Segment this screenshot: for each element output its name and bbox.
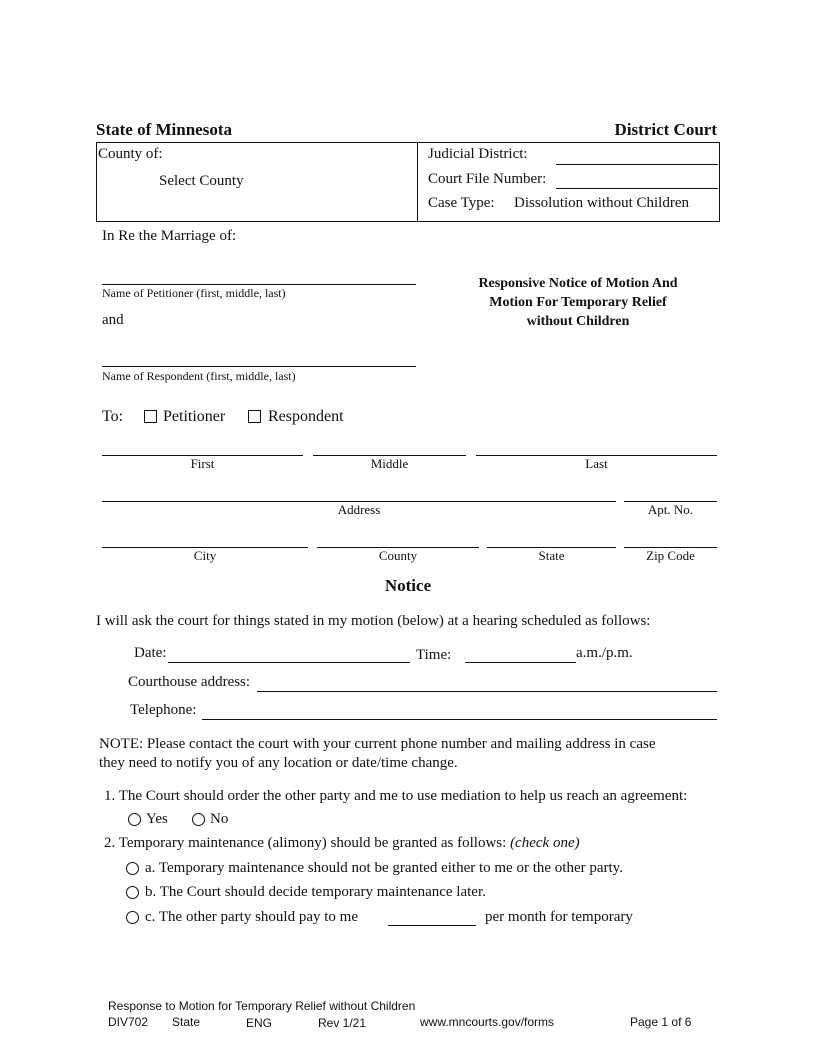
case-type-value: Dissolution without Children xyxy=(514,195,690,211)
and-label: and xyxy=(102,312,124,328)
item-2-text xyxy=(104,835,580,852)
respondent-option-label: Respondent xyxy=(268,408,344,425)
courthouse-field[interactable] xyxy=(257,691,717,692)
form-title-line-2: Motion For Temporary Relief xyxy=(489,295,667,310)
ampm-label: a.m./p.m. xyxy=(576,645,633,661)
address-caption: Address xyxy=(337,502,381,517)
footer-page-total: 6 xyxy=(684,1015,692,1029)
to-label: To: xyxy=(102,408,124,425)
petitioner-checkbox[interactable] xyxy=(144,410,157,423)
apt-caption: Apt. No. xyxy=(647,502,694,517)
maintenance-a-label: a. Temporary maintenance should not be granted either to me or the other party. xyxy=(145,860,623,876)
time-field[interactable] xyxy=(465,662,576,663)
notice-intro: I will ask the court for things stated in my motion (below) at a hearing scheduled as follows: xyxy=(96,613,651,629)
respondent-caption: Name of Respondent (first, middle, last) xyxy=(102,369,296,383)
footer-language: ENG xyxy=(246,1016,273,1030)
state-heading: State of Minnesota xyxy=(96,120,232,139)
form-title-line-1: Responsive Notice of Motion And xyxy=(478,276,678,291)
judicial-district-field[interactable] xyxy=(556,164,718,165)
in-re-label: In Re the Marriage of: xyxy=(102,228,237,244)
notice-heading: Notice xyxy=(384,576,432,595)
county-cell xyxy=(97,143,418,222)
date-field[interactable] xyxy=(168,662,410,663)
footer-state: State xyxy=(172,1015,201,1029)
respondent-name-field[interactable] xyxy=(102,366,416,367)
item-1-text: 1. The Court should order the other party and me to use mediation to help us reach an agreement: xyxy=(104,788,688,804)
county-caption: County xyxy=(378,548,418,563)
mediation-no-radio[interactable] xyxy=(192,813,205,826)
footer-page-number: 1 xyxy=(661,1015,669,1029)
judicial-district-label: Judicial District: xyxy=(428,146,528,162)
maintenance-c-suffix: per month for temporary xyxy=(485,909,633,925)
middle-caption: Middle xyxy=(370,456,409,471)
time-label: Time: xyxy=(416,647,452,663)
footer-form-number: DIV702 xyxy=(108,1015,149,1029)
case-type-label: Case Type: xyxy=(428,195,495,211)
state-caption: State xyxy=(538,548,565,563)
first-caption: First xyxy=(190,456,215,471)
respondent-checkbox[interactable] xyxy=(248,410,261,423)
form-title xyxy=(436,274,720,331)
mediation-no-label: No xyxy=(210,811,229,827)
courthouse-label: Courthouse address: xyxy=(128,674,251,690)
petitioner-caption: Name of Petitioner (first, middle, last) xyxy=(102,286,286,300)
item-2-label: 2. Temporary maintenance (alimony) should be granted as follows: xyxy=(104,835,507,851)
court-file-field[interactable] xyxy=(556,188,718,189)
case-info-cell xyxy=(418,143,720,222)
item-2-hint: (check one) xyxy=(510,835,580,851)
telephone-label: Telephone: xyxy=(130,702,197,718)
petitioner-name-field[interactable] xyxy=(102,284,416,285)
last-caption: Last xyxy=(585,456,608,471)
footer-page-prefix: Page xyxy=(630,1015,659,1029)
footer-page-indicator xyxy=(630,1015,691,1029)
footer-url[interactable]: www.mncourts.gov/forms xyxy=(420,1015,555,1029)
zip-caption: Zip Code xyxy=(646,548,695,563)
petitioner-option-label: Petitioner xyxy=(163,408,226,425)
city-caption: City xyxy=(193,548,217,563)
maintenance-b-radio[interactable] xyxy=(126,886,139,899)
maintenance-c-radio[interactable] xyxy=(126,911,139,924)
note-line-2: they need to notify you of any location or date/time change. xyxy=(99,755,458,771)
case-header-table xyxy=(96,142,720,222)
court-heading: District Court xyxy=(614,120,717,139)
county-label: County of: xyxy=(98,146,163,162)
maintenance-b-label: b. The Court should decide temporary maintenance later. xyxy=(145,884,486,900)
mediation-yes-radio[interactable] xyxy=(128,813,141,826)
county-select[interactable]: Select County xyxy=(159,173,244,189)
maintenance-c-label: c. The other party should pay to me xyxy=(145,909,359,925)
mediation-yes-label: Yes xyxy=(146,811,168,827)
note-line-1: NOTE: Please contact the court with your current phone number and mailing address in case xyxy=(99,736,656,752)
footer-page-of: of xyxy=(671,1015,682,1029)
date-label: Date: xyxy=(134,645,167,661)
court-file-label: Court File Number: xyxy=(428,171,547,187)
footer-revision: Rev 1/21 xyxy=(318,1016,367,1030)
maintenance-a-radio[interactable] xyxy=(126,862,139,875)
footer-title: Response to Motion for Temporary Relief without Children xyxy=(108,999,416,1013)
telephone-field[interactable] xyxy=(202,719,717,720)
maintenance-amount-field[interactable] xyxy=(388,925,476,926)
form-title-line-3: without Children xyxy=(526,314,630,329)
